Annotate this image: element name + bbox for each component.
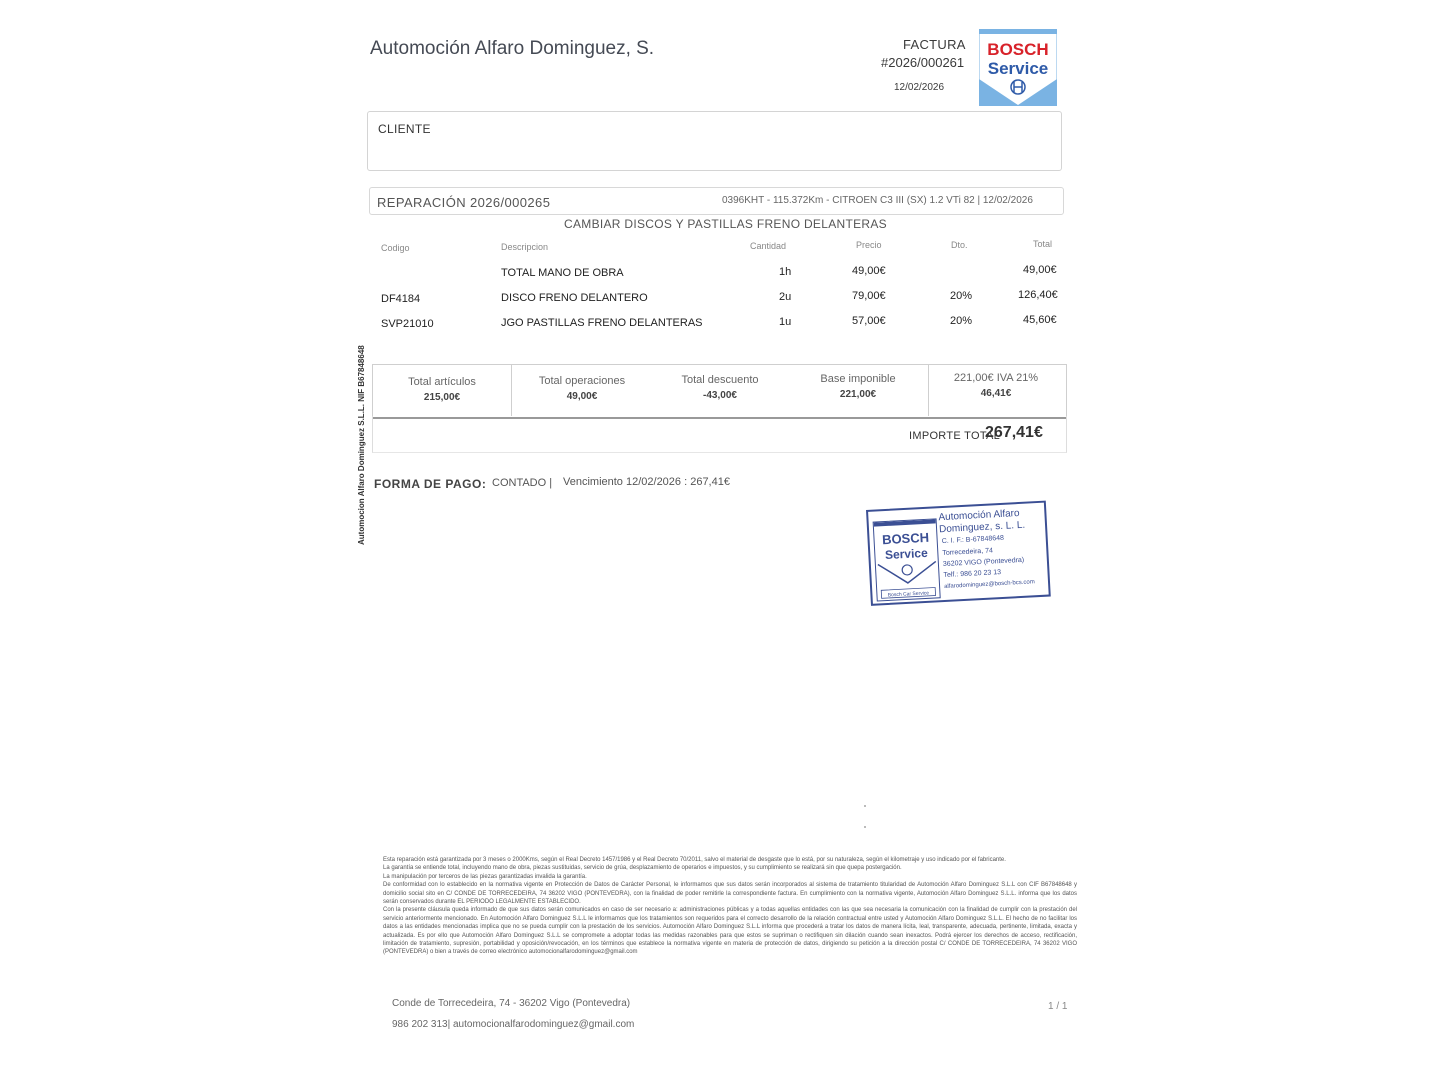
stamp-cif: C. I. F.: B-67848648 [941, 534, 1005, 546]
repair-title: CAMBIAR DISCOS Y PASTILLAS FRENO DELANTERAS [564, 217, 887, 231]
vat-label: 221,00€ IVA 21% [953, 372, 1039, 384]
row-2-total: 126,40€ [1018, 289, 1058, 301]
company-stamp [866, 501, 1049, 604]
repair-label: REPARACIÓN 2026/000265 [377, 195, 551, 210]
logo-sub: Service [987, 59, 1049, 78]
scan-speck [864, 805, 866, 807]
total-operations-label: Total operaciones [538, 375, 626, 387]
col-header-desc: Descripcion [501, 242, 549, 252]
row-3-code: SVP21010 [381, 318, 434, 330]
footer-address: Conde de Torrecedeira, 74 - 36202 Vigo (Pontevedra) [392, 998, 631, 1009]
row-3-qty: 1u [779, 316, 792, 328]
footer-contact: 986 202 313| automocionalfarodominguez@gmail.com [392, 1019, 635, 1030]
col-header-total: Total [1033, 239, 1053, 249]
col-header-price: Precio [856, 240, 882, 250]
total-discount-value: -43,00€ [703, 390, 737, 401]
col-header-qty: Cantidad [750, 241, 787, 251]
stamp-street: Torrecedeira, 74 [942, 547, 994, 558]
invoice-date: 12/02/2026 [894, 82, 945, 93]
payment-due: Vencimiento 12/02/2026 : 267,41€ [563, 476, 730, 488]
stamp-name-1: Automoción Alfaro [938, 507, 1020, 524]
row-3-total: 45,60€ [1023, 314, 1057, 326]
row-2-disc: 20% [950, 290, 973, 302]
legal-paragraph: La garantía se entiende total, incluyendo mano de obra, piezas sustituidas, servicio de grúa, desplazamiento de operarios e impuestos, y su cumplimiento se realizará sin que quepa postergación. [383, 865, 902, 872]
row-2-qty: 2u [779, 291, 792, 303]
row-1-desc: TOTAL MANO DE OBRA [501, 267, 624, 279]
client-label: CLIENTE [378, 122, 431, 136]
stamp-city: 36202 VIGO (Pontevedra) [942, 556, 1025, 569]
row-3-desc: JGO PASTILLAS FRENO DELANTERAS [501, 317, 703, 329]
stamp-name-2: Dominguez, s. L. L. [938, 519, 1026, 536]
row-3-disc: 20% [950, 315, 973, 327]
stamp-logo-sub: Service [884, 545, 929, 563]
row-1-qty: 1h [779, 266, 792, 278]
totals-divider [511, 364, 512, 416]
legal-notice [383, 856, 1077, 957]
tax-base-label: Base imponible [820, 373, 896, 385]
stamp-logo-brand: BOSCH [881, 529, 930, 548]
legal-paragraph: La manipulación por terceros de las piezas garantizadas invalida la garantía. [383, 873, 587, 880]
row-1-total: 49,00€ [1023, 264, 1057, 276]
legal-paragraph: Esta reparación está garantizada por 3 meses o 2000Kms, según el Real Decreto 1457/1986 y el Real Decreto 70/2011, salvo el material de desgaste que lo está, por su naturaleza, según el kilometraje y uso indicado por el fabricante. [383, 857, 1006, 863]
company-name: Automoción Alfaro Dominguez, S. [370, 38, 655, 59]
total-discount-label: Total descuento [681, 374, 759, 386]
stamp-bosch-logo [873, 518, 941, 601]
vat-value: 46,41€ [980, 388, 1012, 399]
invoice-label: FACTURA [903, 37, 966, 52]
total-articles-value: 215,00€ [423, 392, 461, 403]
row-3-price: 57,00€ [852, 315, 886, 327]
row-2-code: DF4184 [381, 293, 421, 305]
legal-paragraph: Con la presente cláusula queda informado de que sus datos serán comunicados en caso de ser necesario a: administraciones públicas y a todas aquellas entidades con las que sea necesaria la comunicación con la finalidad de cumplir con la prestación del servicio anteriormente mencionado. En Automoción Alfaro Dominguez S.L.L le informamos que los tratamientos son requeridos para el correcto desarrollo de la relación contractual entre usted y Automoción Alfaro Dominguez S.L.L. El hecho de no facilitar los datos a las entidades mencionadas implica que no se pueda cumplir con la prestación de los servicios. Automoción Alfaro Dominguez S.L.L informa que procederá a tratar los datos de manera lícita, leal, transparente, adecuada, pertinente, limitada, exacta y actualizada. Es por ello que Automoción Alfaro Dominguez S.L.L se compromete a adoptar todas las medidas razonables para que estos se supriman o rectifiquen sin dilación cuando sean inexactos. Podrá ejercer los derechos de acceso, rectificación, limitación de tratamiento, supresión, portabilidad y oposición/revocación, en los términos que establece la normativa vigente en materia de protección de datos, dirigiendo su petición a la dirección postal C/ CONDE DE TORRECEDEIRA, 74 36202 VIGO (PONTEVEDRA) o bien a través de correo electrónico automocionalfarodominguez@gmail.com [383, 907, 1077, 956]
grand-total-label: IMPORTE TOTAL [909, 430, 1001, 442]
tax-base-value: 221,00€ [839, 389, 877, 400]
logo-brand: BOSCH [987, 40, 1049, 59]
stamp-phone: Telf.: 986 20 23 13 [943, 569, 1002, 580]
legal-paragraph: De conformidad con lo establecido en la normativa vigente en Protección de Datos de Carácter Personal, le informamos que sus datos serán incorporados al sistema de tratamiento titularidad de Automoción Alfaro Dominguez S.L.L con CIF B67848648 y domicilio social sito en C/ CONDE DE TORRECEDEIRA, 74 36202 VIGO (PONTEVEDRA), con la finalidad de poder remitirle la correspondiente factura. En cumplimiento con la normativa vigente, Automoción Alfaro Dominguez S.L.L. informa que los datos serán conservados durante EL PERIODO LEGALMENTE ESTABLECIDO. [383, 882, 1077, 906]
bosch-service-logo [979, 29, 1057, 106]
payment-method: CONTADO | [492, 477, 553, 489]
row-2-desc: DISCO FRENO DELANTERO [501, 292, 648, 304]
total-operations-value: 49,00€ [566, 391, 598, 402]
scan-speck [864, 826, 866, 828]
payment-label: FORMA DE PAGO: [374, 477, 487, 491]
col-header-code: Codigo [381, 243, 410, 253]
stamp-email: alfarodominguez@bosch-bcs.com [943, 579, 1035, 591]
grand-total-value: 267,41€ [985, 424, 1043, 441]
total-articles-label: Total artículos [408, 376, 476, 388]
totals-divider [928, 364, 929, 416]
invoice-number: #2026/000261 [881, 55, 965, 70]
vehicle-info: 0396KHT - 115.372Km - CITROEN C3 III (SX) 1.2 VTi 82 | 12/02/2026 [722, 195, 1033, 206]
client-box [367, 111, 1062, 171]
page-number: 1 / 1 [1048, 1001, 1068, 1012]
stamp-logo-footer: Bosch Car Service [887, 590, 930, 599]
col-header-disc: Dto. [951, 240, 968, 250]
row-1-price: 49,00€ [852, 265, 886, 277]
row-2-price: 79,00€ [852, 290, 886, 302]
side-vertical-text: Automocion Alfaro Dominguez S.L.L. NIF B67848648 [357, 345, 366, 545]
